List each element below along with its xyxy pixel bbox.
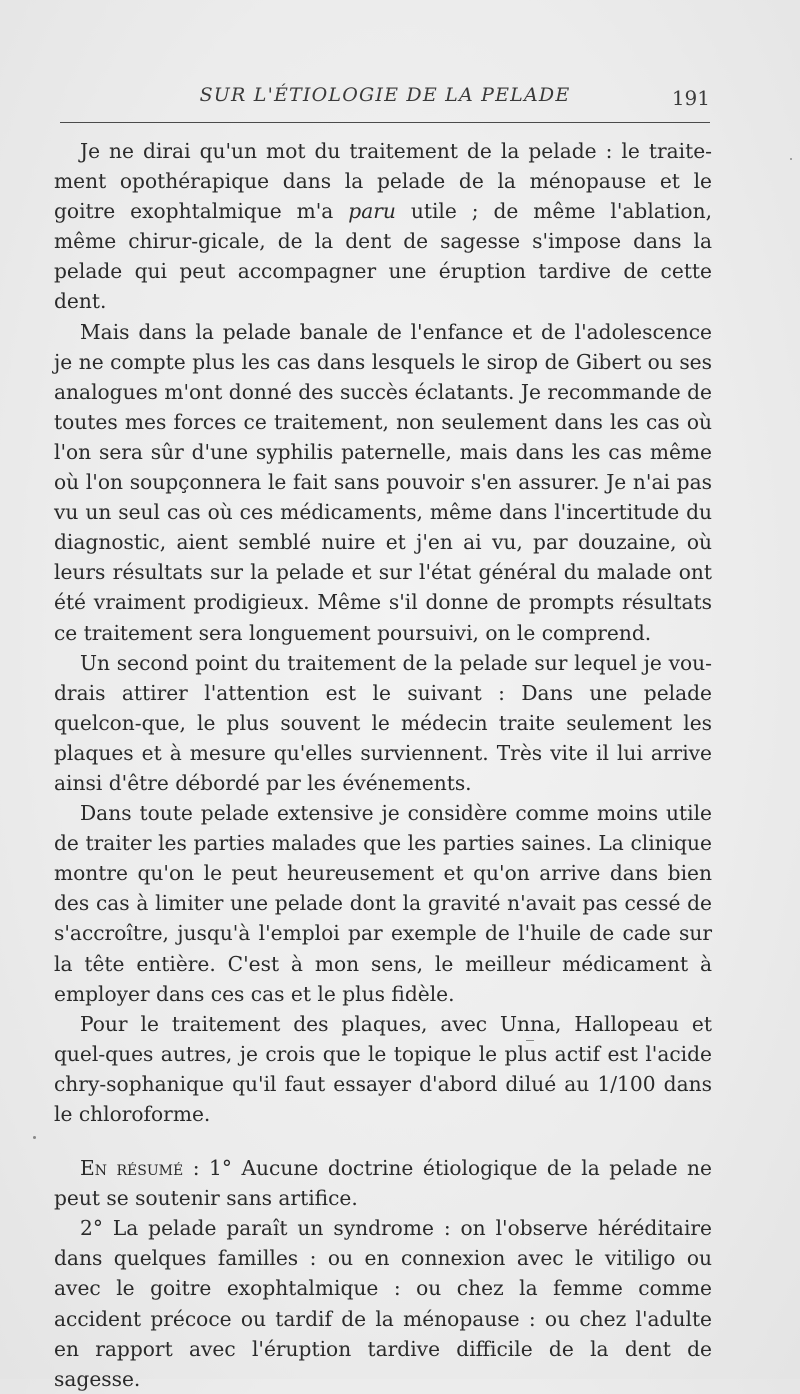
paragraph-second-point: Un second point du traitement de la pelade sur lequel je vou-drais attirer l'attention est le suivant : Dans une pelade quelcon-que, le plus souvent le médecin traite seulement les plaques et à mesure qu'elles surviennent. Très vite il lui arrive ainsi d'être débordé par les événements. (54, 650, 712, 795)
paragraph-text: Je ne dirai qu'un mot du traitement de la pelade : le traite-ment opothérapique dans la pelade de la ménopause et le goitre exophtalmique m'a (54, 139, 712, 224)
body-text (54, 136, 712, 1394)
running-title: SUR L'ÉTIOLOGIE DE LA PELADE (199, 84, 571, 106)
page-number: 191 (671, 86, 710, 110)
paragraph-treatment-intro (54, 136, 712, 317)
paragraph-extensive-pelade: Dans toute pelade extensive je considère comme moins utile de traiter les parties malades que les parties saines. La clinique montre qu'on le peut heureusement et qu'on arrive dans bien des cas à limiter une pelade dont la gravité n'avait pas cessé de s'accroître, jusqu'à l'emploi par exemple de l'huile de cade sur la tête entière. C'est à mon sens, le meilleur médicament à employer dans ces cas et le plus fidèle. (54, 801, 712, 1006)
emphasized-word: paru (348, 199, 396, 224)
paragraph-summary (54, 1153, 712, 1213)
print-speck (526, 1040, 534, 1041)
print-speck (33, 1136, 36, 1139)
print-speck (790, 158, 792, 160)
summary-lead: En résumé (80, 1156, 184, 1181)
header-rule (60, 122, 710, 123)
paragraph-summary-point-2: 2° La pelade paraît un syndrome : on l'observe héréditaire dans quelques familles : ou en connexion avec le vitiligo ou avec le goitre exophtalmique : ou chez la femme comme accident précoce ou tardif de la ménopause : ou chez l'adulte en rapport avec l'éruption tardive difficile de la dent de sagesse. (54, 1216, 712, 1391)
paragraph-gibert-syrup: Mais dans la pelade banale de l'enfance et de l'adolescence je ne compte plus les cas dans lesquels le sirop de Gibert ou ses analogues m'ont donné des succès éclatants. Je recommande de toutes mes forces ce traitement, non seulement dans les cas où l'on sera sûr d'une syphilis paternelle, mais dans les cas même où l'on soupçonnera le fait sans pouvoir s'en assurer. Je n'ai pas vu un seul cas où ces médicaments, même dans l'incertitude du diagnostic, aient semblé nuire et j'en ai vu, par douzaine, où leurs résultats sur la pelade et sur l'état général du malade ont été vraiment prodigieux. Même s'il donne de prompts résultats ce traitement sera longuement poursuivi, on le comprend. (54, 319, 712, 645)
paragraph-text: utile ; de même l'ablation, même chirur-gicale, de la dent de sagesse s'impose dans la pelade qui peut accompagner une éruption tardive de cette dent. (54, 199, 712, 314)
paragraph-text: : 1° Aucune doctrine étiologique de la pelade ne peut se soutenir sans artifice. (54, 1156, 712, 1211)
running-head (60, 84, 710, 120)
paragraph-plaques-treatment: Pour le traitement des plaques, avec Unna, Hallopeau et quel-ques autres, je crois que le topique le plus actif est l'acide chry-sophanique qu'il faut essayer d'abord dilué au 1/100 dans le chloroforme. (54, 1011, 712, 1126)
